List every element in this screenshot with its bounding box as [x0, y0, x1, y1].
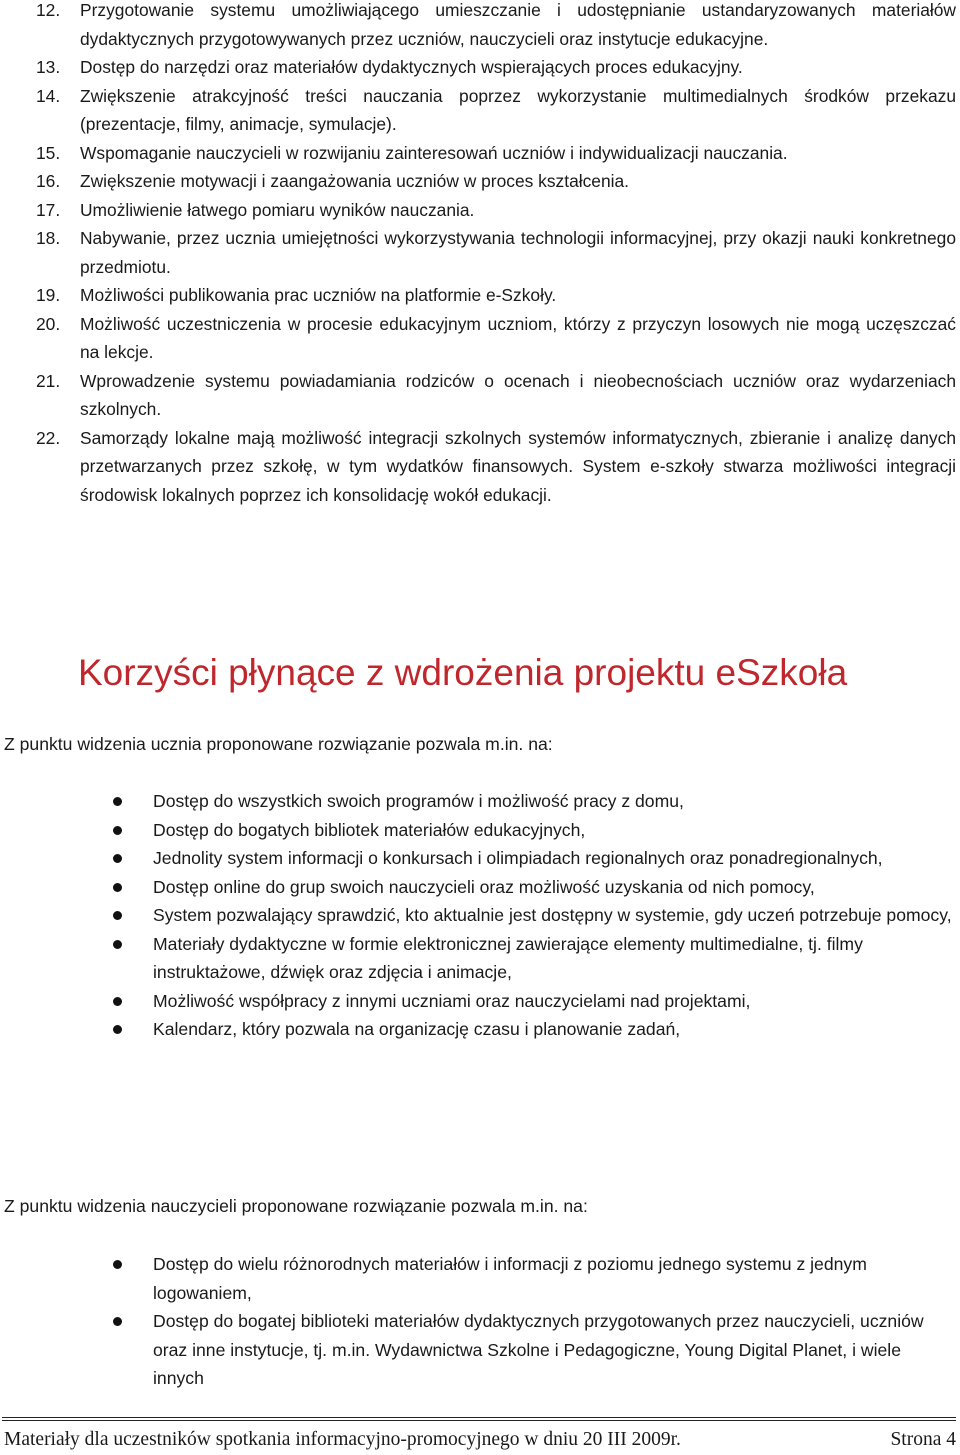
page-number: Strona 4: [890, 1429, 956, 1450]
item-text: Nabywanie, przez ucznia umiejętności wykorzystywania technologii informacyjnej, przy okazji nauki konkretnego przedmiotu.: [80, 228, 956, 277]
item-text: Zwiększenie motywacji i zaangażowania uczniów w proces kształcenia.: [80, 171, 630, 191]
list-item: [36, 224, 956, 281]
item-number: 21.: [36, 370, 61, 391]
list-item: [120, 1250, 955, 1307]
footer-caption: Materiały dla uczestników spotkania informacyjno-promocyjnego w dniu 20 III 2009r.: [4, 1429, 681, 1450]
bullet-text: Jednolity system informacji o konkursach i olimpiadach regionalnych oraz ponadregionalnych,: [153, 848, 883, 868]
item-text: Wspomaganie nauczycieli w rozwijaniu zainteresowań uczniów i indywidualizacji nauczania.: [80, 142, 788, 163]
item-number: 16.: [36, 171, 61, 191]
list-item: [36, 82, 956, 139]
list-item: [120, 1307, 955, 1393]
bullet-text: Materiały dydaktyczne w formie elektronicznej zawierające elementy multimedialne, tj. filmy instruktażowe, dźwięk oraz zdjęcia i animacje,: [153, 933, 863, 982]
item-number: 18.: [36, 228, 61, 248]
list-item: [120, 816, 955, 845]
bullet-icon: [113, 797, 122, 806]
item-text: Przygotowanie systemu umożliwiającego umieszczanie i udostępnianie ustandaryzowanych materiałów dydaktycznych przygotowywanych przez uczniów, nauczycieli oraz instytucje edukacyjne.: [80, 0, 956, 49]
list-item: [36, 196, 956, 225]
item-text: Wprowadzenie systemu powiadamiania rodziców o ocenach i nieobecnościach uczniów oraz wydarzeniach szkolnych.: [80, 370, 956, 419]
list-item: [120, 787, 955, 816]
bullet-icon: [113, 911, 122, 920]
item-text: Samorządy lokalne mają możliwość integracji szkolnych systemów informatycznych, zbieranie i analizę danych przetwarzanych przez szkołę, w tym wydatków finansowych. System e-szkoły stwarza możliwości integracji środowisk lokalnych poprzez ich konsolidację wokół edukacji.: [80, 427, 956, 505]
item-number: 14.: [36, 85, 61, 106]
item-text: Możliwość uczestniczenia w procesie edukacyjnym uczniom, którzy z przyczyn losowych nie mogą uczęszczać na lekcje.: [80, 313, 956, 362]
list-item: [36, 0, 956, 53]
list-item: [36, 53, 956, 82]
list-item: [120, 987, 955, 1016]
list-item: [36, 281, 956, 310]
student-intro: Z punktu widzenia ucznia proponowane rozwiązanie pozwala m.in. na:: [4, 734, 553, 754]
list-item: [36, 310, 956, 367]
list-item: [120, 901, 955, 930]
student-bullet-list: [120, 787, 955, 1044]
item-text: Możliwości publikowania prac uczniów na platformie e-Szkoły.: [80, 285, 557, 305]
bullet-text: Dostęp online do grup swoich nauczycieli oraz możliwość uzyskania od nich pomocy,: [153, 876, 815, 897]
bullet-text: Dostęp do bogatych bibliotek materiałów edukacyjnych,: [153, 819, 586, 840]
bullet-icon: [113, 1260, 122, 1269]
item-number: 15.: [36, 142, 61, 163]
list-item: [36, 139, 956, 168]
bullet-icon: [113, 826, 122, 835]
numbered-list: [36, 0, 956, 509]
item-number: 12.: [36, 0, 61, 20]
item-number: 19.: [36, 285, 61, 305]
bullet-icon: [113, 883, 122, 892]
list-item: [120, 844, 955, 873]
item-number: 13.: [36, 57, 61, 77]
list-item: [36, 367, 956, 424]
list-item: [120, 1015, 955, 1044]
teacher-bullet-list: [120, 1250, 955, 1393]
list-item: [120, 873, 955, 902]
bullet-icon: [113, 1317, 122, 1326]
item-text: Zwiększenie atrakcyjność treści nauczania poprzez wykorzystanie multimedialnych środków przekazu (prezentacje, filmy, animacje, symulacje).: [80, 85, 956, 134]
page-footer: [4, 1427, 956, 1453]
section-heading: Korzyści płynące z wdrożenia projektu eSzkoła: [78, 652, 848, 693]
item-number: 17.: [36, 199, 61, 220]
bullet-icon: [113, 854, 122, 863]
item-text: Dostęp do narzędzi oraz materiałów dydaktycznych wspierających proces edukacyjny.: [80, 57, 743, 77]
bullet-text: Dostęp do wielu różnorodnych materiałów i informacji z poziomu jednego systemu z jednym logowaniem,: [153, 1254, 867, 1303]
bullet-icon: [113, 1025, 122, 1034]
bullet-text: Dostęp do bogatej biblioteki materiałów dydaktycznych przygotowanych przez nauczycieli, uczniów oraz inne instytucje, tj. m.in. Wydawnictwa Szkolne i Pedagogiczne, Young Digital Planet, i wiele innych: [153, 1311, 924, 1388]
footer-divider: [2, 1417, 956, 1421]
list-item: [36, 424, 956, 510]
list-item: [120, 930, 955, 987]
bullet-text: Kalendarz, który pozwala na organizację czasu i planowanie zadań,: [153, 1019, 681, 1039]
bullet-text: System pozwalający sprawdzić, kto aktualnie jest dostępny w systemie, gdy uczeń potrzebuje pomocy,: [153, 905, 952, 925]
bullet-icon: [113, 997, 122, 1006]
teacher-intro: Z punktu widzenia nauczycieli proponowane rozwiązanie pozwala m.in. na:: [4, 1196, 588, 1216]
item-text: Umożliwienie łatwego pomiaru wyników nauczania.: [80, 199, 475, 220]
list-item: [36, 167, 956, 196]
bullet-text: Możliwość współpracy z innymi uczniami oraz nauczycielami nad projektami,: [153, 990, 751, 1011]
item-number: 20.: [36, 313, 61, 334]
bullet-text: Dostęp do wszystkich swoich programów i możliwość pracy z domu,: [153, 791, 684, 811]
item-number: 22.: [36, 427, 61, 448]
bullet-icon: [113, 940, 122, 949]
